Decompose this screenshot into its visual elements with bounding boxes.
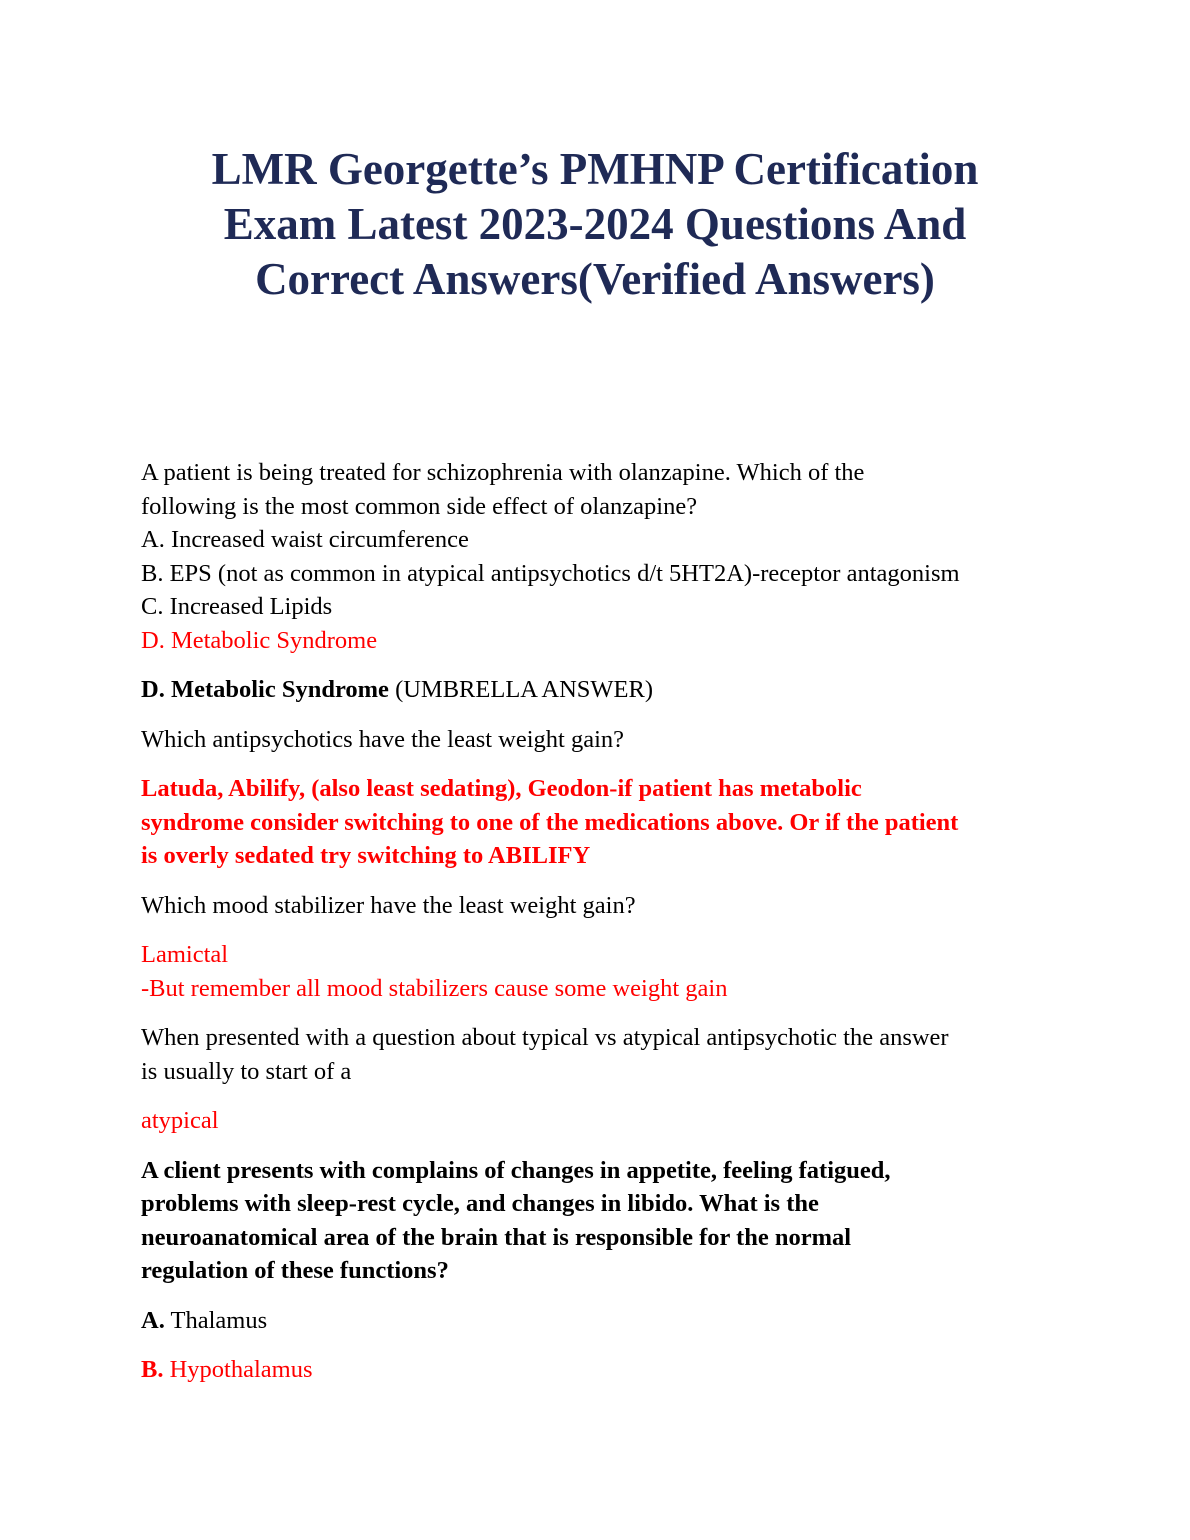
question-4-answer: atypical bbox=[141, 1107, 219, 1134]
question-3-stem: Which mood stabilizer have the least weight gain? bbox=[141, 891, 636, 919]
title-line: Correct Answers(Verified Answers) bbox=[255, 254, 935, 304]
title-line: LMR Georgette’s PMHNP Certification bbox=[211, 144, 979, 194]
stem-line: is usually to start of a bbox=[141, 1057, 352, 1085]
option-text: Hypothalamus bbox=[163, 1356, 313, 1383]
question-2-stem: Which antipsychotics have the least weight gain? bbox=[141, 725, 625, 753]
option-d-correct: D. Metabolic Syndrome bbox=[141, 626, 378, 654]
stem-line: problems with sleep-rest cycle, and changes in libido. What is the bbox=[141, 1190, 819, 1217]
stem-line: regulation of these functions? bbox=[141, 1257, 449, 1284]
question-1-answer bbox=[141, 673, 1071, 707]
title-line: Exam Latest 2023-2024 Questions And bbox=[223, 199, 967, 249]
option-text: Thalamus bbox=[164, 1306, 268, 1334]
answer-line: is overly sedated try switching to ABILIFY bbox=[141, 842, 591, 869]
option-a: A. Increased waist circumference bbox=[141, 526, 469, 553]
question-4-stem bbox=[141, 1021, 1071, 1088]
stem-line: neuroanatomical area of the brain that is responsible for the normal bbox=[141, 1223, 852, 1251]
answer-note: (UMBRELLA ANSWER) bbox=[388, 676, 653, 703]
document-body bbox=[141, 456, 1071, 1387]
answer-bold: D. Metabolic Syndrome bbox=[141, 676, 389, 703]
stem-line: When presented with a question about typical vs atypical antipsychotic the answer bbox=[141, 1024, 949, 1051]
question-5-option-b-correct bbox=[141, 1353, 1071, 1387]
stem-line: A patient is being treated for schizophrenia with olanzapine. Which of the bbox=[141, 459, 865, 486]
answer-line: syndrome consider switching to one of the medications above. Or if the patient bbox=[141, 808, 959, 836]
stem-line: A client presents with complains of changes in appetite, feeling fatigued, bbox=[141, 1156, 891, 1184]
question-1-stem bbox=[141, 456, 1071, 657]
option-b: B. EPS (not as common in atypical antipsychotics d/t 5HT2A)-receptor antagonism bbox=[141, 559, 960, 587]
answer-line: Lamictal bbox=[141, 941, 229, 968]
question-5-option-a bbox=[141, 1304, 1071, 1338]
answer-line: -But remember all mood stabilizers cause some weight gain bbox=[141, 974, 728, 1002]
option-letter: A. bbox=[141, 1306, 165, 1334]
question-5-stem bbox=[141, 1154, 1071, 1288]
stem-line: following is the most common side effect of olanzapine? bbox=[141, 492, 698, 520]
document-title bbox=[140, 142, 1050, 307]
question-2-answer bbox=[141, 772, 1071, 873]
question-3-answer bbox=[141, 938, 1071, 1005]
option-letter: B. bbox=[141, 1356, 164, 1383]
answer-line: Latuda, Abilify, (also least sedating), Geodon-if patient has metabolic bbox=[141, 775, 862, 802]
option-c: C. Increased Lipids bbox=[141, 593, 333, 620]
